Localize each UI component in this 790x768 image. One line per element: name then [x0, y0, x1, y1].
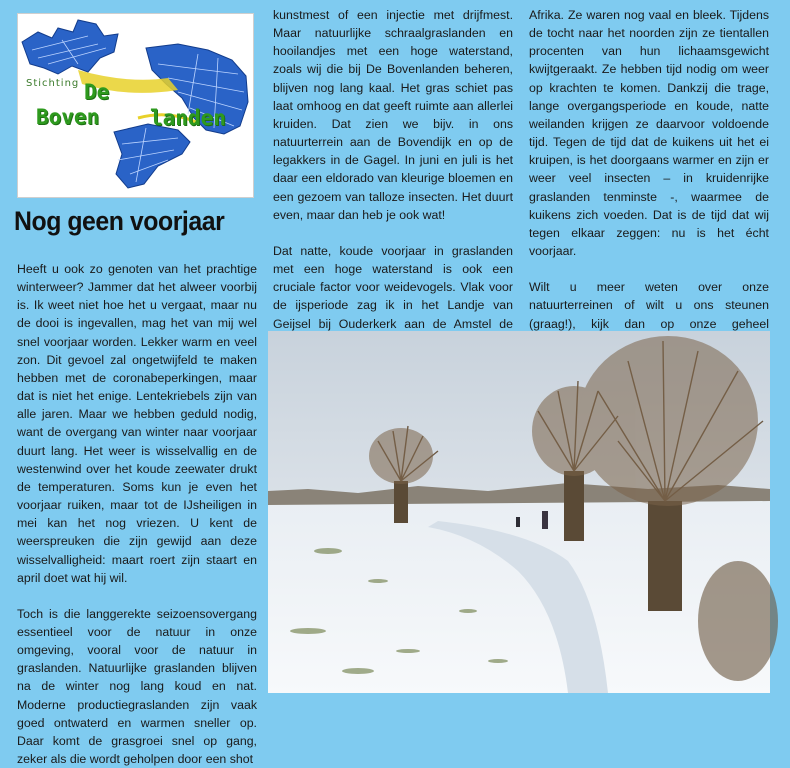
column1-paragraph-2: Toch is die langgerekte seizoensovergang essentieel voor de natuur in onze omgeving, vooral voor de natuur in graslanden. Natuurlijke graslanden blijven na de winter nog lang koud en nat. Moderne productiegraslanden zijn vaak goed ontwaterd en warmen sneller op. Daar komt de grasgroei snel op gang, zeker als die wordt geholpen door een shot	[17, 606, 257, 767]
column3-paragraph-2-text: Wilt u meer weten over onze natuurterreinen of wilt u ons steunen (graag!), kijk dan op onze geheel	[529, 280, 769, 331]
text-column-2	[273, 6, 513, 351]
snowy-landscape-photo	[268, 331, 770, 693]
article-headline: Nog geen voorjaar	[14, 206, 225, 236]
logo-stichting: Stichting	[26, 78, 80, 89]
column1-paragraph-1: Heeft u ook zo genoten van het prachtige winterweer? Jammer dat het alweer voorbij is. Ik weet niet hoe het u vergaat, maar nu de dooi is ingevallen, mag het van mij wel snel voorjaar worden. Lekker warm en veel zon. Dit gevoel zal ongetwijfeld te maken hebben met de coronabeperkingen, maar dat is niet het enige. Lentekriebels zijn van alle jaren. Maar we hebben geduld nodig, want de overgang van winter naar voorjaar duurt lang. Het weer is wisselvallig en de westenwind over het koude zeewater drukt de temperaturen. Soms kun je even het voorjaar ruiken, maar tot de IJsheiligen in mei kan het nog vriezen. U kent de weerspreuken die zijn gewijd aan deze wisselvalligheid: maart roert zijn staart en april doet wat hij wil.	[17, 262, 257, 585]
logo-word-boven: Boven	[36, 105, 100, 129]
logo-word-landen: landen	[150, 106, 226, 130]
logo-word-de: De	[84, 80, 110, 104]
column3-paragraph-1: Afrika. Ze waren nog vaal en bleek. Tijdens de tocht naar het noorden zijn ze tientallen procenten van hun lichaamsgewicht kwijtgeraakt. Ze hebben tijd nodig om weer op krachten te komen. Dankzij die trage, lange overgangsperiode en koude, natte weilanden krijgen ze daarvoor voldoende tijd. Tegen de tijd dat de kuikens uit het ei kruipen, is het doorgaans warmer en zijn er weer veel insecten – in kruidenrijke graslanden tenminste -, waarmee de kuikens zich voeden. Dat is de tijd dat wij tegen elkaar zeggen: nu is het écht voorjaar.	[529, 8, 769, 259]
text-column-1	[17, 260, 257, 768]
column2-paragraph-2: Dat natte, koude voorjaar in graslanden met een hoge waterstand is ook een cruciale factor voor weidevogels. Vlak voor de ijsperiode zag ik in het Landje van Geijsel bij Ouderkerk aan de Amstel de	[273, 243, 513, 331]
column2-paragraph-1: kunstmest of een injectie met drijfmest. Maar natuurlijke schraalgraslanden en hooilandjes met een hoge waterstand, zoals wij die bij De Bovenlanden beheren, blijven nog lang kaal. Het gras schiet pas laat omhoog en dat geeft ruimte aan allerlei kruiden. Dat zien we bijv. in ons natuurterrein aan de Bovendijk en op de legakkers in de Gagel. In juni en juli is het daar een eldorado van kleurige bloemen en een gezoem van talloze insecten. Het duurt even, maar dan heb je ook wat!	[273, 8, 513, 222]
bovenlanden-logo	[17, 13, 254, 198]
text-column-3	[529, 6, 769, 370]
